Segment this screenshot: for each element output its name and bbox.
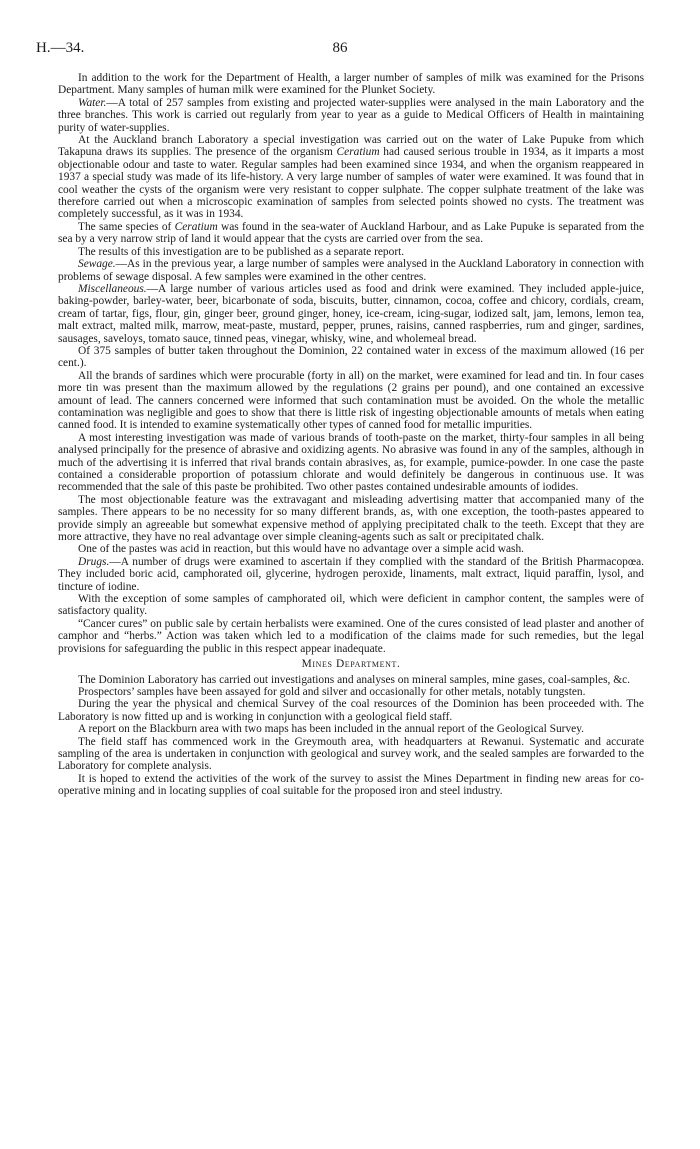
paragraph-sardines: All the brands of sardines which were procurable (forty in all) on the market, were examined for lead and tin. In four cases more tin was present than the maximum allowed by the regulations (2 grains per pound), and one contained an excessive amount of lead. The canners concerned were informed that such contamination must be avoided. On the whole the metallic contamination was negligible and goes to show that there is little risk of ingesting objectionable amounts of metals when eating canned food. It is intended to examine systematically other types of canned food for metallic impurities. (58, 369, 644, 432)
run-in-heading-water: Water. (78, 96, 107, 109)
paragraph-acid-paste: One of the pastes was acid in reaction, but this would have no advantage over a simple acid wash. (78, 543, 524, 556)
paragraph-drugs: Drugs.—A number of drugs were examined to ascertain if they complied with the standard of the British Pharmacopœa. They included boric acid, camphorated oil, glycerine, hydrogen peroxide, linaments, malt extract, liquid paraffin, lysol, and tincture of iodine. (58, 555, 644, 593)
paragraph-blackburn: A report on the Blackburn area with two maps has been included in the annual report of the Geological Survey. (78, 723, 584, 736)
paragraph-tooth-paste: A most interesting investigation was made of various brands of tooth-paste on the market, thirty-four samples in all being analysed principally for the presence of abrasive and oxidizing agents. No abrasive was found in any of the samples, although in much of the advertising it is inferred that rival brands contain abrasives, as, for example, pumice-powder. In one case the paste contained a considerable proportion of potassium chlorate and would definitely be dangerous in continuous use. It was recommended that the sale of this paste be prohibited. Two other pastes contained undesirable amounts of iodides. (58, 431, 644, 494)
paragraph-milk: In addition to the work for the Department of Health, a larger number of samples of milk was examined for the Prisons Department. Many samples of human milk were examined for the Plunket Society. (58, 72, 644, 97)
run-in-heading-miscellaneous: Miscellaneous. (78, 282, 147, 295)
organism-name: Ceratium (174, 220, 218, 233)
paragraph-sewage: Sewage.—As in the previous year, a large number of samples were analysed in the Auckland Laboratory in connection with problems of sewage disposal. A few samples were examined in the other centres. (58, 258, 644, 283)
run-in-heading-drugs: Drugs. (78, 555, 110, 568)
paragraph-miscellaneous: Miscellaneous.—A large number of various articles used as food and drink were examined. They included apple-juice, baking-powder, barley-water, beer, bicarbonate of soda, biscuits, butter, cinnamon, cocoa, coffee and chicory, cordials, cream, cream of tartar, figs, flour, gin, ginger beer, ground ginger, honey, ice-cream, icing-sugar, iodized salt, jam, lemons, lemon tea, malt extract, malted milk, marrow, meat-paste, mustard, pepper, prunes, raisins, canned raspberries, rum and ginger, sardines, sausages, saveloys, tomato sauce, tinned peas, vinegar, whisky, wine, and wholemeal bread. (58, 282, 644, 345)
paragraph-coal-survey: During the year the physical and chemical Survey of the coal resources of the Dominion has been proceeded with. The Laboratory is now fitted up and is working in conjunction with a geological field staff. (58, 698, 644, 723)
paragraph-greymouth: The field staff has commenced work in the Greymouth area, with headquarters at Rewanui. Systematic and accurate sampling of the area is undertaken in conjunction with geological and survey work, and the sealed samples are forwarded to the Laboratory for complete analysis. (58, 735, 644, 773)
page-number: 86 (332, 40, 348, 56)
paragraph-lake-pupuke: At the Auckland branch Laboratory a special investigation was carried out on the water of Lake Pupuke from which Takapuna draws its supplies. The presence of the organism Ceratium had caused serious trouble in 1934, as it imparts a most objectionable odour and taste to water. Regular samples had been examined since 1934, and when the organism reappeared in 1937 a special study was made of its life-history. A very large number of samples of water were examined. It was found that in cool weather the cysts of the organism were very resistant to copper sulphate. The copper sulphate treatment of the lake was therefore carried out when a microscopic examination of samples from selected points showed no cysts. The treatment was completely successful, as it was in 1934. (58, 134, 644, 221)
paragraph-prospectors: Prospectors’ samples have been assayed for gold and silver and occasionally for other metals, notably tungsten. (78, 685, 586, 698)
paragraph-ceratium-harbour: The same species of Ceratium was found in the sea-water of Auckland Harbour, and as Lake Pupuke is separated from the sea by a very narrow strip of land it would appear that the cysts are carried over from the sea. (58, 220, 645, 246)
run-in-heading-sewage: Sewage. (78, 258, 116, 271)
document-reference: H.—34. (36, 40, 85, 56)
paragraph-extend-activities: It is hoped to extend the activities of the work of the survey to assist the Mines Department in finding new areas for co-operative mining and in locating supplies of coal suitable for the proposed iron and steel industry. (58, 772, 644, 798)
organism-name: Ceratium (336, 146, 380, 159)
paragraph-butter: Of 375 samples of butter taken throughout the Dominion, 22 contained water in excess of the maximum allowed (16 per cent.). (58, 344, 644, 370)
page-header (36, 40, 664, 60)
paragraph-mineral-samples: The Dominion Laboratory has carried out investigations and analyses on mineral samples, mine gases, coal-samples, &c. (78, 673, 630, 686)
paragraph-cancer-cures: “Cancer cures” on public sale by certain herbalists were examined. One of the cures consisted of lead plaster and another of camphor and “herbs.” Action was taken which led to a modification of the claims made for such remedies, but the legal provisions for safeguarding the public in this respect appear inadequate. (58, 617, 644, 655)
paragraph-camphorated-oil: With the exception of some samples of camphorated oil, which were deficient in camphor content, the samples were of satisfactory quality. (58, 593, 644, 618)
document-body (58, 72, 644, 798)
paragraph-water: Water.—A total of 257 samples from existing and projected water-supplies were analysed in the main Laboratory and the three branches. This work is carried out regularly from year to year as a guide to Medical Officers of Health in maintaining purity of water-supplies. (58, 96, 644, 134)
paragraph-advertising: The most objectionable feature was the extravagant and misleading advertising matter that accompanied many of the samples. There appears to be no necessity for so many different brands, as, with one exception, the tooth-pastes appeared to provide simply an agreeable but somewhat expensive method of applying precipitated chalk to the teeth. Except that they are more attractive, they have no real advantage over simple cleaning-agents such as salt or precipitated chalk. (58, 493, 644, 544)
paragraph-report: The results of this investigation are to be published as a separate report. (78, 245, 405, 258)
section-heading-mines-department: Mines Department. (301, 658, 401, 671)
